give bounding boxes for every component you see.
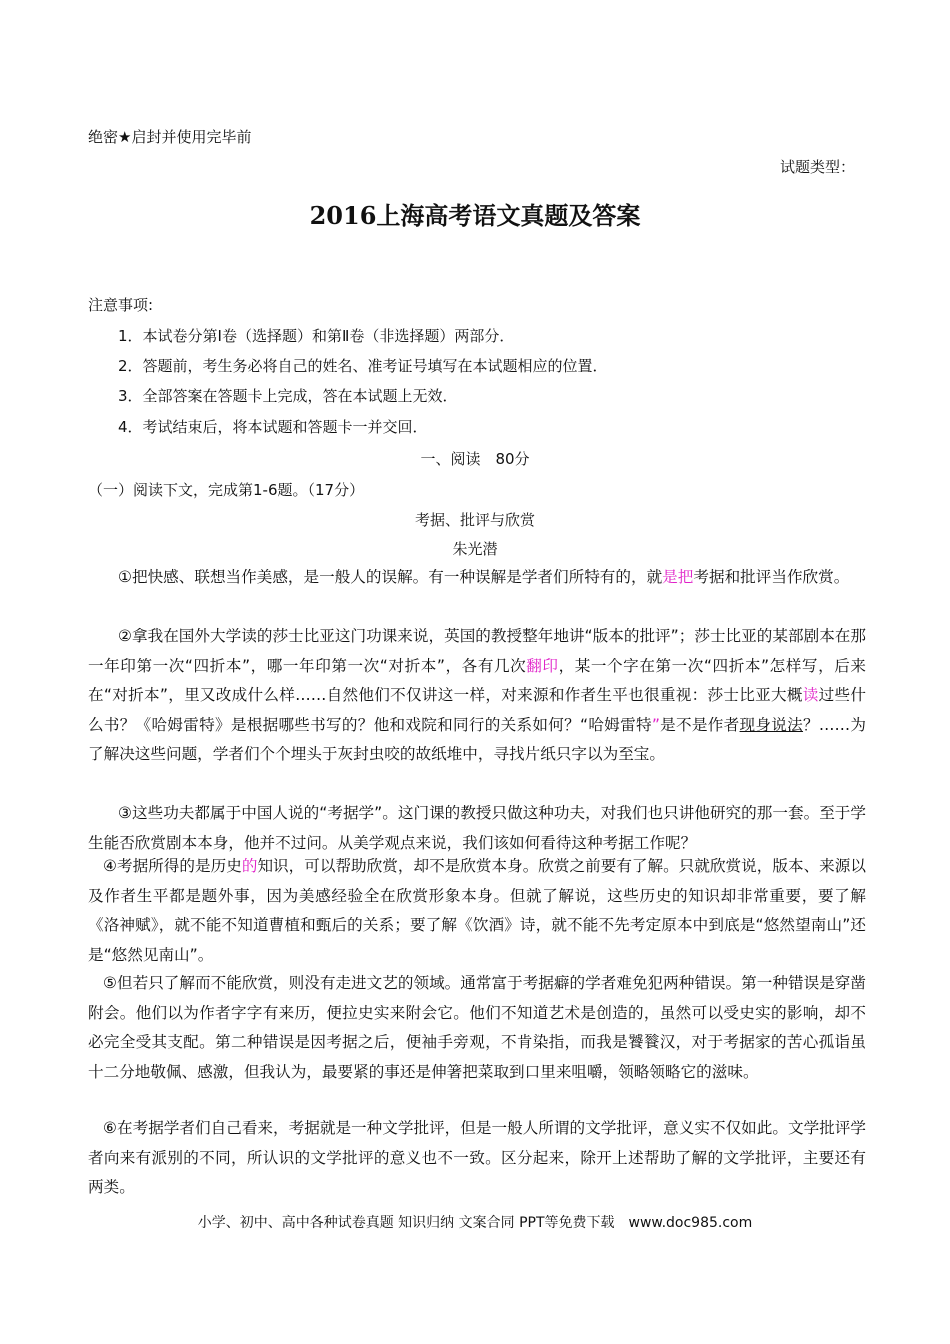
secret-label: 绝密★启封并使用完毕前 [88,128,252,146]
notice-item: 4．考试结束后，将本试题和答题卡一并交回． [118,418,428,436]
paragraph-2: ②拿我在国外大学读的莎士比亚这门功课来说，英国的教授整年地讲“版本的批评”；莎士比亚的某部剧本在那一年印第一次“四折本”，哪一年印第一次“对折本”，各有几次翻印，某一个字在第一次“四折本”怎样写，后来在“对折本”，里又改成什么样……自然他们不仅讲这一样，对来源和作者生平也很重视：莎士比亚大概读过些什么书？《哈姆雷特》是根据哪些书写的？他和戏院和同行的关系如何？“哈姆雷特”是不是作者现身说法？……为了解决这些问题，学者们个个埋头于灰封虫咬的故纸堆中，寻找片纸只字以为至宝。 [88,627,866,763]
paragraph-4: ④考据所得的是历史的知识，可以帮助欣赏，却不是欣赏本身。欣赏之前要有了解。只就欣赏说，版本、来源以及作者生平都是题外事，因为美感经验全在欣赏形象本身。但就了解说，这些历史的知识却非常重要，要了解《洛神赋》，就不能不知道曹植和甄后的关系；要了解《饮酒》诗，就不能不先考定原本中到底是“悠然望南山”还是“悠然见南山”。 [88,857,866,964]
section-intro: （一）阅读下文，完成第1-6题。（17分） [88,481,365,499]
notice-heading: 注意事项: [88,296,154,314]
question-type-label: 试题类型： [780,158,856,176]
notice-item: 3．全部答案在答题卡上完成，答在本试题上无效． [118,387,458,405]
footer-text: 小学、初中、高中各种试卷真题 知识归纳 文案合同 PPT等免费下载 www.doc985.com [197,1215,753,1231]
notice-item: 1．本试卷分第Ⅰ卷（选择题）和第Ⅱ卷（非选择题）两部分． [118,327,515,345]
paragraph-6: ⑥在考据学者们自己看来，考据就是一种文学批评，但是一般人所谓的文学批评，意义实不仅如此。文学批评学者向来有派别的不同，所认识的文学批评的意义也不一致。区分起来，除开上述帮助了解的文学批评，主要还有两类。 [88,1119,866,1196]
article-author: 朱光潜 [452,540,498,558]
paragraph-3: ③这些功夫都属于中国人说的“考据学”。这门课的教授只做这种功夫，对我们也只讲他研究的那一套。至于学生能否欣赏剧本本身，他并不过问。从美学观点来说，我们该如何看待这种考据工作呢？ [88,804,866,852]
paragraph-1: ①把快感、联想当作美感，是一般人的误解。有一种误解是学者们所特有的，就是把考据和批评当作欣赏。 [118,568,850,586]
page-title: 2016上海高考语文真题及答案 [309,201,641,230]
article-title: 考据、批评与欣赏 [414,511,535,529]
section-heading: 一、阅读 80分 [420,450,530,468]
notice-item: 2．答题前，考生务必将自己的姓名、准考证号填写在本试题相应的位置． [118,357,608,375]
paragraph-5: ⑤但若只了解而不能欣赏，则没有走进文艺的领域。通常富于考据癖的学者难免犯两种错误。第一种错误是穿凿附会。他们以为作者字字有来历，便拉史实来附会它。他们不知道艺术是创造的，虽然可以受史实的影响，却不必完全受其支配。第二种错误是因考据之后，便袖手旁观，不肯染指，而我是饕餮汉，对于考据家的苦心孤诣虽十二分地敬佩、感激，但我认为，最要紧的事还是伸箸把菜取到口里来咀嚼，领略领略它的滋味。 [88,974,866,1081]
